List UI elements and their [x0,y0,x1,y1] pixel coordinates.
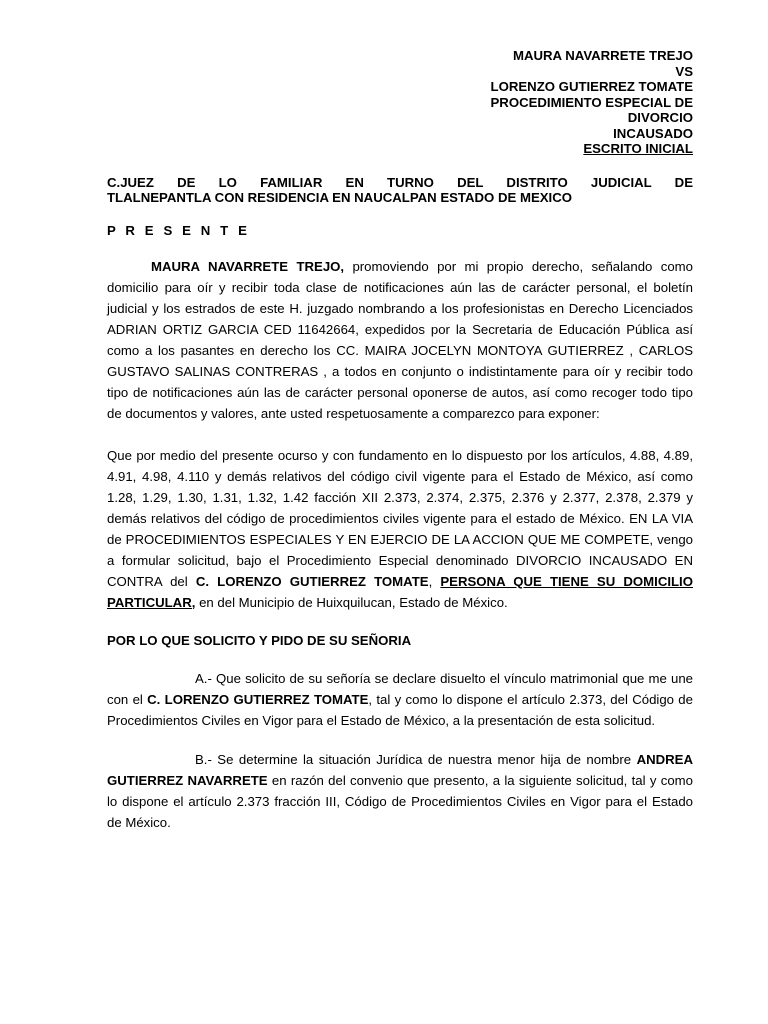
defendant-domicile-label: PERSONA QUE TIENE SU DOMICILIO PARTICULAR, [107,573,693,610]
request-a-text-2: , tal y como lo dispone el artículo 2.373, del Código de Procedimientos Civiles en Vigor para el Estado de México, a la presentación de esta solicitud. [107,691,693,728]
request-b-paragraph [107,749,693,833]
request-a-defendant-name: C. LORENZO GUTIERREZ TOMATE [147,691,369,707]
header-plaintiff: MAURA NAVARRETE TREJO [513,48,693,63]
minor-child-name: ANDREA GUTIERREZ NAVARRETE [107,751,693,788]
legal-basis-text-2: en del Municipio de Huixquilucan, Estado de México. [195,594,508,610]
header-procedure-subtype: INCAUSADO [613,125,693,141]
legal-basis-comma: , [428,573,441,589]
request-a-paragraph [107,668,693,731]
request-b-text-1: B.- Se determine la situación Jurídica de nuestra menor hija de nombre [195,751,637,767]
request-b-text-2: en razón del convenio que presento, a la siguiente solicitud, tal y como lo dispone el artículo 2.373 fracción III, Código de Procedimientos Civiles en Vigor para el Estado de México. [107,772,693,830]
header-defendant: LORENZO GUTIERREZ TOMATE [490,79,693,94]
document-page [107,48,693,833]
addressee-line-2: TLALNEPANTLA CON RESIDENCIA EN NAUCALPAN ESTADO DE MEXICO [107,189,572,205]
addressee-line-1: C.JUEZ DE LO FAMILIAR EN TURNO DEL DISTRITO JUDICIAL DE [107,174,693,190]
defendant-name: C. LORENZO GUTIERREZ TOMATE [195,573,429,589]
legal-basis-paragraph [107,445,693,613]
header-vs: VS [675,63,693,79]
case-header [107,48,693,157]
presente-heading: P R E S E N T E [107,222,250,238]
header-document-title: ESCRITO INICIAL [583,141,693,156]
plaintiff-name: MAURA NAVARRETE TREJO, [151,258,345,274]
addressee [107,175,693,205]
intro-paragraph [107,256,693,424]
header-procedure: PROCEDIMIENTO ESPECIAL DE [490,94,693,110]
legal-basis-text-1: Que por medio del presente ocurso y con fundamento en lo dispuesto por los artículos, 4.88, 4.89, 4.91, 4.98, 4.110 y demás relativos del código civil vigente para el Estado de México, así como 1.28, 1.29, 1.30, 1.31, 1.32, 1.42 facción XII 2.373, 2.374, 2.375, 2.376 y 2.377, 2.378, 2.379 y demás relativos del código de procedimientos civiles vigente para el estado de México. EN LA VIA de PROCEDIMIENTOS ESPECIALES Y EN EJERCIO DE LA ACCION QUE ME COMPETE, vengo a formular solicitud, bajo el Procedimiento Especial denominado DIVORCIO INCAUSADO EN CONTRA del [107,447,693,589]
intro-text: promoviendo por mi propio derecho, señalando como domicilio para oír y recibir toda clase de notificaciones aún las de carácter personal, el boletín judicial y los estrados de este H. juzgado nombrando a los profesionistas en Derecho Licenciados ADRIAN ORTIZ GARCIA CED 11642664, expedidos por la Secretaria de Educación Pública así como a los pasantes en derecho los CC. MAIRA JOCELYN MONTOYA GUTIERREZ , CARLOS GUSTAVO SALINAS CONTRERAS , a todos en conjunto o indistintamente para oír y recibir todo tipo de notificaciones aún las de carácter personal oponerse de autos, así como recoger todo tipo de documentos y valores, ante usted respetuosamente a comparezco para exponer: [107,258,694,421]
header-procedure-type: DIVORCIO [627,110,693,125]
request-heading: POR LO QUE SOLICITO Y PIDO DE SU SEÑORIA [107,632,412,648]
request-a-text-1: A.- Que solicito de su señoría se declare disuelto el vínculo matrimonial que me une con el [107,670,693,707]
